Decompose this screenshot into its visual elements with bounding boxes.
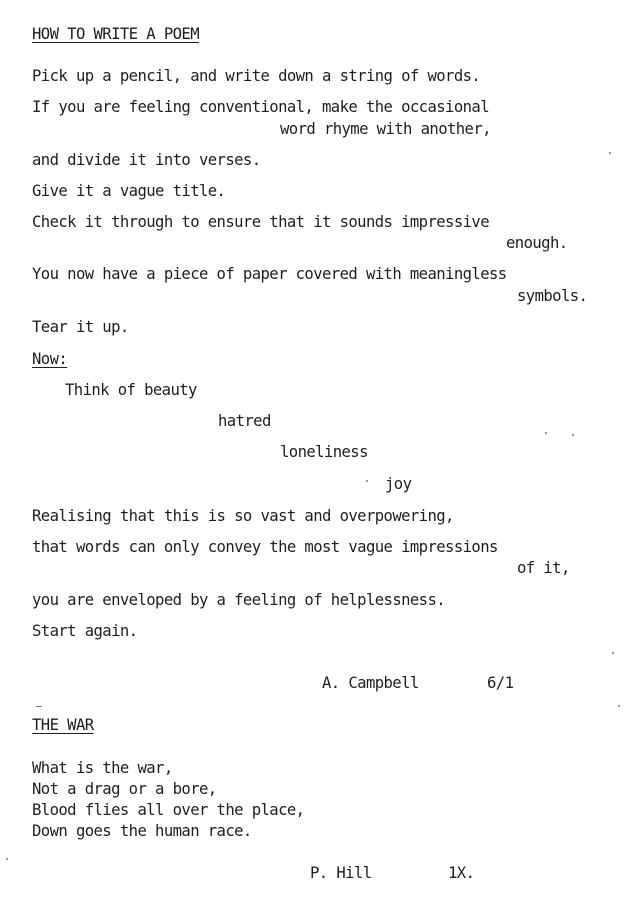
paper-speck bbox=[36, 706, 42, 707]
paper-speck bbox=[612, 652, 614, 654]
poem-line: Tear it up. bbox=[32, 318, 129, 336]
poem-line: enough. bbox=[506, 234, 568, 252]
poem-line: Give it a vague title. bbox=[32, 182, 226, 200]
author-name: A. Campbell bbox=[322, 674, 419, 692]
paper-speck bbox=[572, 434, 574, 436]
poem-line: that words can only convey the most vague impressions bbox=[32, 538, 498, 556]
poem-line: Blood flies all over the place, bbox=[32, 801, 305, 819]
poem-line: you are enveloped by a feeling of helplessness. bbox=[32, 591, 446, 609]
poem-line: What is the war, bbox=[32, 759, 173, 777]
paper-speck bbox=[618, 705, 620, 707]
poem-line: hatred bbox=[218, 412, 271, 430]
paper-speck bbox=[545, 432, 547, 434]
poem-line: You now have a piece of paper covered with meaningless bbox=[32, 265, 507, 283]
poem-line: Realising that this is so vast and overpowering, bbox=[32, 507, 454, 525]
poem-line: Pick up a pencil, and write down a string of words. bbox=[32, 67, 481, 85]
paper-speck bbox=[6, 858, 8, 860]
poem-line: of it, bbox=[517, 559, 570, 577]
author-form: 6/1 bbox=[487, 674, 514, 692]
poem-line: Check it through to ensure that it sounds impressive bbox=[32, 213, 489, 231]
poem-title: HOW TO WRITE A POEM bbox=[32, 25, 199, 43]
poem-line: loneliness bbox=[280, 443, 368, 461]
poem-line: Now: bbox=[32, 350, 68, 368]
paper-speck bbox=[366, 480, 368, 482]
paper-speck bbox=[609, 152, 611, 154]
poem-line: Think of beauty bbox=[65, 381, 197, 399]
poem-title: THE WAR bbox=[32, 716, 94, 734]
poem-line: Not a drag or a bore, bbox=[32, 780, 217, 798]
poem-line: and divide it into verses. bbox=[32, 151, 261, 169]
author-name: P. Hill bbox=[310, 864, 372, 882]
poem-line: If you are feeling conventional, make the occasional bbox=[32, 98, 489, 116]
poem-line: symbols. bbox=[517, 287, 588, 305]
poem-line: joy bbox=[385, 475, 412, 493]
author-form: 1X. bbox=[448, 864, 475, 882]
poem-line: Start again. bbox=[32, 622, 138, 640]
poem-line: Down goes the human race. bbox=[32, 822, 252, 840]
poem-line: word rhyme with another, bbox=[280, 120, 491, 138]
